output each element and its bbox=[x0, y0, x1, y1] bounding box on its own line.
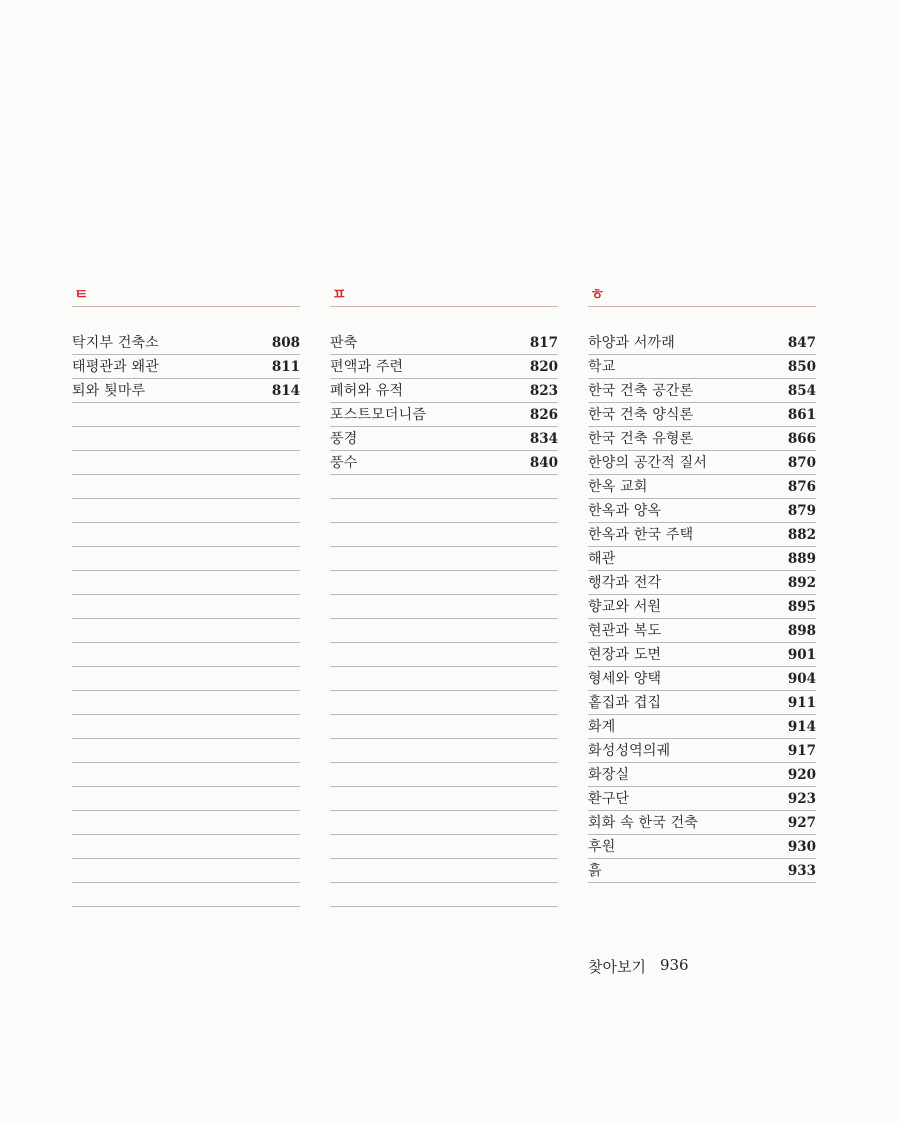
entry-title: 학교 bbox=[588, 359, 616, 375]
blank-rule-line bbox=[72, 691, 300, 715]
index-entry bbox=[72, 355, 300, 379]
blank-rule-line bbox=[72, 403, 300, 427]
entry-title: 흙 bbox=[588, 863, 602, 879]
index-entry bbox=[588, 523, 816, 547]
blank-rule-line bbox=[330, 499, 558, 523]
index-entry bbox=[588, 739, 816, 763]
entry-page-number: 866 bbox=[787, 431, 816, 447]
blank-rule-line bbox=[330, 787, 558, 811]
index-entry bbox=[588, 379, 816, 403]
index-column-hieut bbox=[588, 284, 816, 883]
entry-page-number: 892 bbox=[787, 575, 816, 591]
entry-title: 행각과 전각 bbox=[588, 575, 662, 591]
index-label: 찾아보기 bbox=[588, 958, 646, 976]
blank-rule-line bbox=[330, 643, 558, 667]
blank-rule-line bbox=[330, 691, 558, 715]
entry-title: 풍수 bbox=[330, 455, 358, 471]
entry-page-number: 933 bbox=[787, 863, 816, 879]
blank-rule-line bbox=[330, 739, 558, 763]
index-entry bbox=[588, 811, 816, 835]
index-entry bbox=[588, 859, 816, 883]
blank-rule-line bbox=[72, 787, 300, 811]
section-divider bbox=[588, 306, 816, 307]
index-entry bbox=[588, 355, 816, 379]
entry-page-number: 850 bbox=[787, 359, 816, 375]
index-column-pieup bbox=[330, 284, 558, 907]
entry-page-number: 847 bbox=[787, 335, 816, 351]
blank-rule-line bbox=[330, 811, 558, 835]
entry-page-number: 904 bbox=[787, 671, 816, 687]
blank-rule-line bbox=[330, 571, 558, 595]
blank-rule-line bbox=[72, 499, 300, 523]
entry-title: 화계 bbox=[588, 719, 616, 735]
entry-title: 한옥과 양옥 bbox=[588, 503, 662, 519]
entry-title: 풍경 bbox=[330, 431, 358, 447]
entry-title: 한국 건축 유형론 bbox=[588, 431, 694, 447]
entry-page-number: 834 bbox=[529, 431, 558, 447]
index-entry bbox=[588, 619, 816, 643]
entry-page-number: 870 bbox=[787, 455, 816, 471]
index-entry bbox=[588, 571, 816, 595]
index-entry bbox=[588, 403, 816, 427]
blank-rule-line bbox=[330, 619, 558, 643]
blank-rule-line bbox=[330, 667, 558, 691]
entry-title: 후원 bbox=[588, 839, 616, 855]
entry-page-number: 920 bbox=[787, 767, 816, 783]
entry-title: 홑집과 겹집 bbox=[588, 695, 662, 711]
section-divider bbox=[330, 306, 558, 307]
blank-rule-line bbox=[72, 619, 300, 643]
index-entry bbox=[330, 379, 558, 403]
blank-rule-line bbox=[72, 811, 300, 835]
entry-title: 한국 건축 공간론 bbox=[588, 383, 694, 399]
entry-page-number: 901 bbox=[787, 647, 816, 663]
entry-title: 화장실 bbox=[588, 767, 630, 783]
blank-rule-line bbox=[72, 523, 300, 547]
entry-page-number: 889 bbox=[787, 551, 816, 567]
index-entry bbox=[330, 403, 558, 427]
entry-page-number: 914 bbox=[787, 719, 816, 735]
entry-list bbox=[72, 331, 300, 907]
entry-page-number: 820 bbox=[529, 359, 558, 375]
entry-list bbox=[588, 331, 816, 883]
blank-rule-line bbox=[72, 667, 300, 691]
entry-page-number: 814 bbox=[271, 383, 300, 399]
entry-page-number: 840 bbox=[529, 455, 558, 471]
blank-rule-line bbox=[72, 643, 300, 667]
entry-page-number: 826 bbox=[529, 407, 558, 423]
index-entry bbox=[72, 379, 300, 403]
entry-title: 현장과 도면 bbox=[588, 647, 662, 663]
index-entry bbox=[588, 595, 816, 619]
blank-rule-line bbox=[72, 883, 300, 907]
entry-title: 탁지부 건축소 bbox=[72, 335, 159, 351]
blank-rule-line bbox=[330, 475, 558, 499]
blank-rule-line bbox=[330, 547, 558, 571]
entry-title: 한양의 공간적 질서 bbox=[588, 455, 708, 471]
index-entry bbox=[588, 763, 816, 787]
entry-title: 향교와 서원 bbox=[588, 599, 662, 615]
entry-title: 한옥과 한국 주택 bbox=[588, 527, 694, 543]
entry-title: 현관과 복도 bbox=[588, 623, 662, 639]
entry-title: 한국 건축 양식론 bbox=[588, 407, 694, 423]
index-entry bbox=[588, 547, 816, 571]
entry-title: 환구단 bbox=[588, 791, 630, 807]
entry-page-number: 930 bbox=[787, 839, 816, 855]
entry-title: 형세와 양택 bbox=[588, 671, 662, 687]
entry-page-number: 879 bbox=[787, 503, 816, 519]
entry-title: 퇴와 툇마루 bbox=[72, 383, 146, 399]
index-entry bbox=[588, 475, 816, 499]
blank-rule-line bbox=[72, 475, 300, 499]
blank-rule-line bbox=[330, 763, 558, 787]
index-entry bbox=[588, 499, 816, 523]
index-column-tieut bbox=[72, 284, 300, 907]
entry-title: 폐허와 유적 bbox=[330, 383, 404, 399]
entry-page-number: 861 bbox=[787, 407, 816, 423]
entry-page-number: 876 bbox=[787, 479, 816, 495]
entry-page-number: 927 bbox=[787, 815, 816, 831]
index-reference bbox=[588, 956, 689, 977]
index-entry bbox=[588, 451, 816, 475]
blank-rule-line bbox=[330, 715, 558, 739]
section-letter: ㅎ bbox=[590, 285, 605, 303]
index-entry bbox=[588, 691, 816, 715]
blank-rule-line bbox=[72, 427, 300, 451]
index-entry bbox=[588, 835, 816, 859]
entry-page-number: 817 bbox=[529, 335, 558, 351]
entry-list bbox=[330, 331, 558, 907]
section-divider bbox=[72, 306, 300, 307]
entry-page-number: 882 bbox=[787, 527, 816, 543]
entry-page-number: 917 bbox=[787, 743, 816, 759]
entry-title: 한옥 교회 bbox=[588, 479, 648, 495]
entry-page-number: 811 bbox=[271, 359, 300, 375]
blank-rule-line bbox=[330, 883, 558, 907]
entry-page-number: 854 bbox=[787, 383, 816, 399]
blank-rule-line bbox=[330, 859, 558, 883]
entry-page-number: 808 bbox=[271, 335, 300, 351]
blank-rule-line bbox=[330, 835, 558, 859]
blank-rule-line bbox=[72, 571, 300, 595]
index-entry bbox=[72, 331, 300, 355]
section-letter: ㅍ bbox=[332, 285, 347, 303]
index-entry bbox=[588, 331, 816, 355]
blank-rule-line bbox=[330, 523, 558, 547]
blank-rule-line bbox=[72, 859, 300, 883]
index-entry bbox=[588, 787, 816, 811]
entry-title: 포스트모더니즘 bbox=[330, 407, 427, 423]
entry-title: 태평관과 왜관 bbox=[72, 359, 159, 375]
index-entry bbox=[588, 427, 816, 451]
blank-rule-line bbox=[72, 715, 300, 739]
index-entry bbox=[330, 355, 558, 379]
entry-title: 하양과 서까래 bbox=[588, 335, 675, 351]
index-entry bbox=[588, 667, 816, 691]
blank-rule-line bbox=[72, 835, 300, 859]
index-entry bbox=[588, 643, 816, 667]
entry-title: 판축 bbox=[330, 335, 358, 351]
blank-rule-line bbox=[72, 451, 300, 475]
section-letter: ㅌ bbox=[74, 285, 89, 303]
blank-rule-line bbox=[72, 547, 300, 571]
entry-page-number: 898 bbox=[787, 623, 816, 639]
entry-page-number: 895 bbox=[787, 599, 816, 615]
blank-rule-line bbox=[72, 763, 300, 787]
index-entry bbox=[588, 715, 816, 739]
entry-page-number: 911 bbox=[787, 695, 816, 711]
blank-rule-line bbox=[330, 595, 558, 619]
entry-title: 화성성역의궤 bbox=[588, 743, 671, 759]
entry-page-number: 923 bbox=[787, 791, 816, 807]
index-entry bbox=[330, 427, 558, 451]
index-entry bbox=[330, 331, 558, 355]
entry-page-number: 823 bbox=[529, 383, 558, 399]
entry-title: 해관 bbox=[588, 551, 616, 567]
blank-rule-line bbox=[72, 595, 300, 619]
index-entry bbox=[330, 451, 558, 475]
index-page-number: 936 bbox=[659, 956, 689, 974]
entry-title: 회화 속 한국 건축 bbox=[588, 815, 699, 831]
entry-title: 편액과 주련 bbox=[330, 359, 404, 375]
blank-rule-line bbox=[72, 739, 300, 763]
